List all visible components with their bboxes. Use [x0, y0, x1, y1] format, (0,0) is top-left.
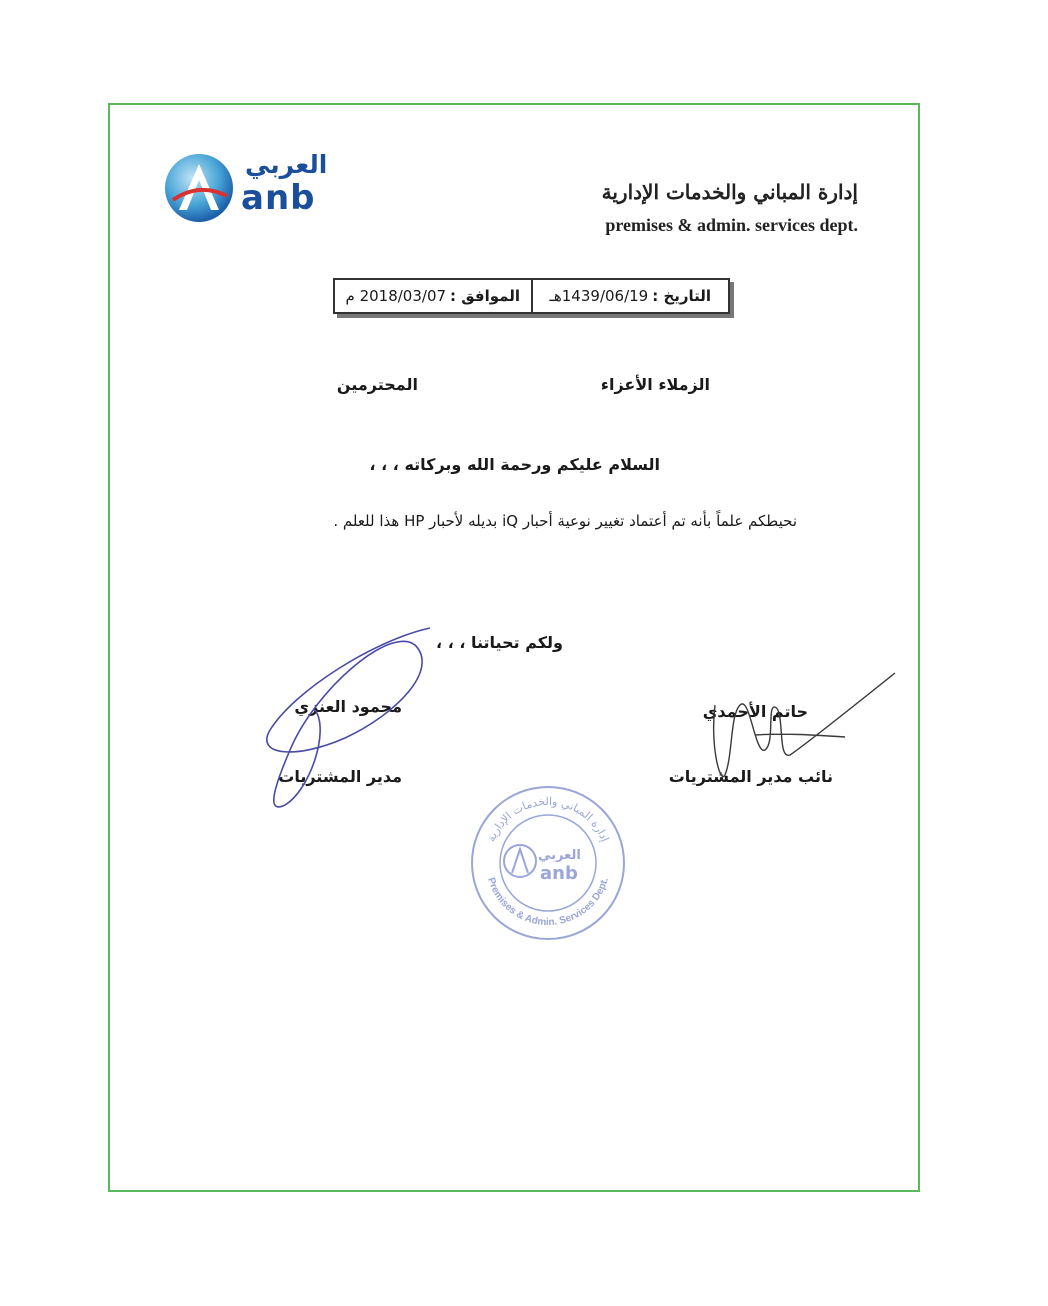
hijri-date-label: التاريخ : [652, 287, 712, 305]
stamp-logo-arabic: العربي [538, 848, 581, 863]
right-signature [695, 665, 905, 795]
gregorian-date-label: الموافق : [450, 287, 520, 305]
department-title-arabic: إدارة المباني والخدمات الإدارية [601, 180, 858, 204]
anb-logo-icon [163, 152, 235, 224]
right-signatory-name: حاتم الأحمدي [702, 702, 808, 721]
closing: ولكم تحياتنا ، ، ، [436, 633, 563, 652]
department-title-english: premises & admin. services dept. [605, 215, 858, 235]
stamp-logo-english: anb [540, 863, 578, 884]
respected-label: المحترمين [336, 375, 418, 394]
logo-arabic-text: العربي [245, 150, 328, 179]
right-signatory-title: نائب مدير المشتريات [668, 767, 833, 786]
logo-english-text: anb [241, 178, 316, 218]
department-stamp [468, 783, 628, 943]
anb-logo [163, 150, 328, 230]
left-signatory-title: مدير المشتريات [278, 767, 402, 786]
greeting: السلام عليكم ورحمة الله وبركاته ، ، ، [369, 455, 660, 474]
left-signatory-name: محمود العنزي [294, 697, 402, 716]
gregorian-date-cell [335, 280, 533, 312]
stamp-arabic-ring: إدارة المباني والخدمات الإدارية [484, 794, 612, 844]
letter-body: نحيطكم علماً بأنه تم أعتماد تغيير نوعية أحبار iQ بديله لأحبار HP هذا للعلم . [333, 512, 797, 530]
left-signature [255, 620, 445, 820]
date-box [333, 278, 730, 314]
addressee: الزملاء الأعزاء [600, 375, 710, 394]
hijri-date-cell [533, 280, 729, 312]
stamp-seal [468, 783, 628, 943]
stamp-english-ring: Premises & Admin. Services Dept. [485, 876, 611, 929]
gregorian-date-value: 2018/03/07 م [345, 287, 447, 305]
hijri-date-value: 1439/06/19هـ [549, 287, 649, 305]
